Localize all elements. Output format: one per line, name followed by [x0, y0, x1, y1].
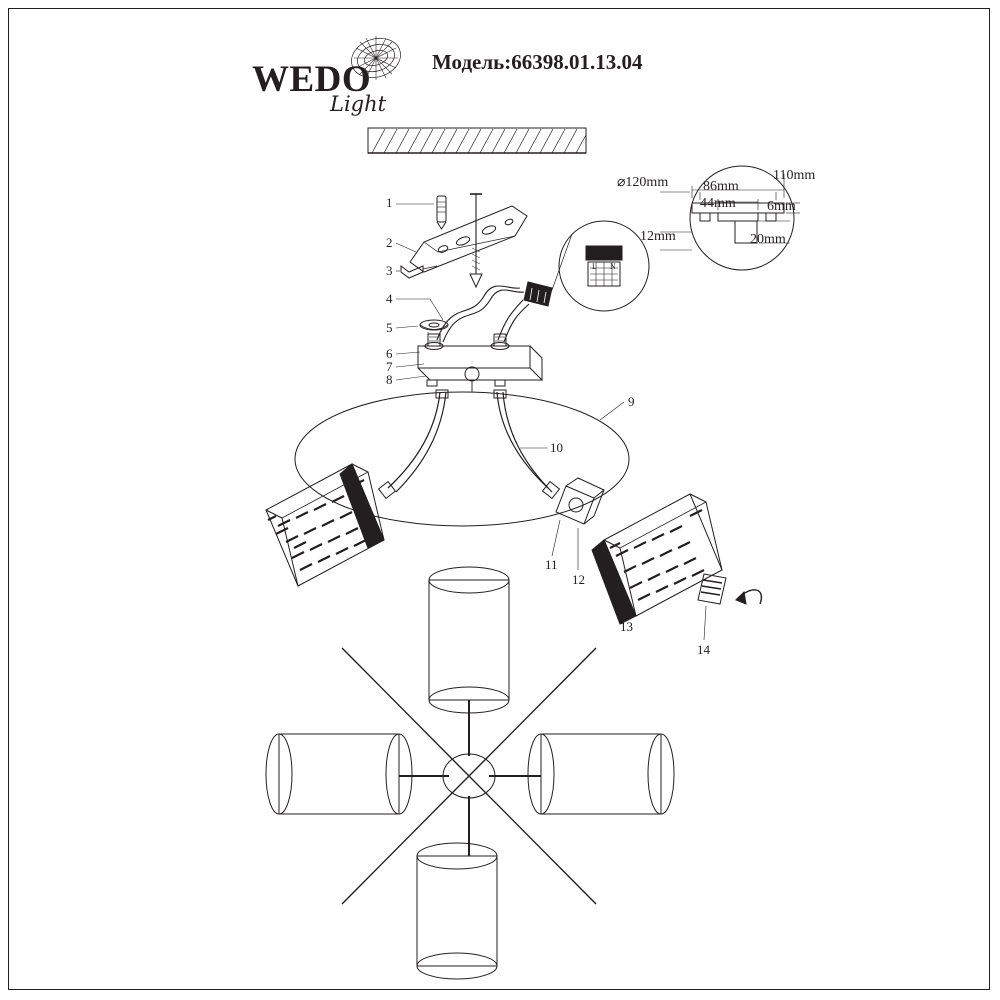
- brand-word: WEDO: [252, 59, 372, 100]
- callout-13: 13: [620, 619, 633, 634]
- part-13-shade-right: [592, 494, 722, 624]
- callout-11: 11: [545, 557, 558, 572]
- model-number: Модель:66398.01.13.04: [432, 50, 643, 74]
- part-2-mounting-bar: [410, 206, 527, 272]
- assembled-lamp: [266, 567, 674, 979]
- brand-script: Light: [330, 92, 387, 116]
- terminal-detail-bubble: [552, 221, 649, 311]
- part-3-screw: [401, 266, 437, 278]
- callout-10: 10: [550, 440, 563, 455]
- dimension-diameter-120: ⌀120mm: [617, 175, 669, 190]
- part-4-long-screw: [470, 194, 482, 287]
- ceiling-symbol: [368, 128, 586, 153]
- callout-4: 4: [386, 291, 393, 306]
- callout-8: 8: [386, 372, 393, 387]
- dimension-86: 86mm: [703, 179, 739, 194]
- part-13-shade-left: [266, 464, 384, 586]
- dimension-6: 6mm: [767, 199, 796, 214]
- callout-2: 2: [386, 235, 393, 250]
- terminal-letter-l: L: [592, 262, 597, 271]
- part-14-strip: [698, 574, 726, 640]
- callout-3: 3: [386, 263, 393, 278]
- callout-12: 12: [572, 572, 585, 587]
- part-1-dowel: [437, 196, 446, 229]
- part-10-arms: [379, 390, 560, 498]
- callout-6: 6: [386, 346, 393, 361]
- terminal-connector: [524, 282, 552, 306]
- callout-14: 14: [697, 642, 710, 657]
- callout-9: 9: [628, 394, 635, 409]
- terminal-letter-n: N: [610, 262, 616, 271]
- callout-7: 7: [386, 359, 393, 374]
- dimension-44: 44mm: [700, 196, 736, 211]
- dimension-12: 12mm: [640, 229, 676, 244]
- rotation-arrow-icon: [736, 590, 761, 604]
- callout-1: 1: [386, 195, 393, 210]
- dimension-20: 20mm: [750, 232, 786, 247]
- callout-5: 5: [386, 320, 393, 335]
- supply-wires: [437, 286, 529, 342]
- part-5-washer: [420, 320, 448, 338]
- part-6-7-8-base-plate: [418, 334, 542, 392]
- dimension-110: 110mm: [773, 168, 816, 183]
- part-9-ring: [295, 392, 629, 526]
